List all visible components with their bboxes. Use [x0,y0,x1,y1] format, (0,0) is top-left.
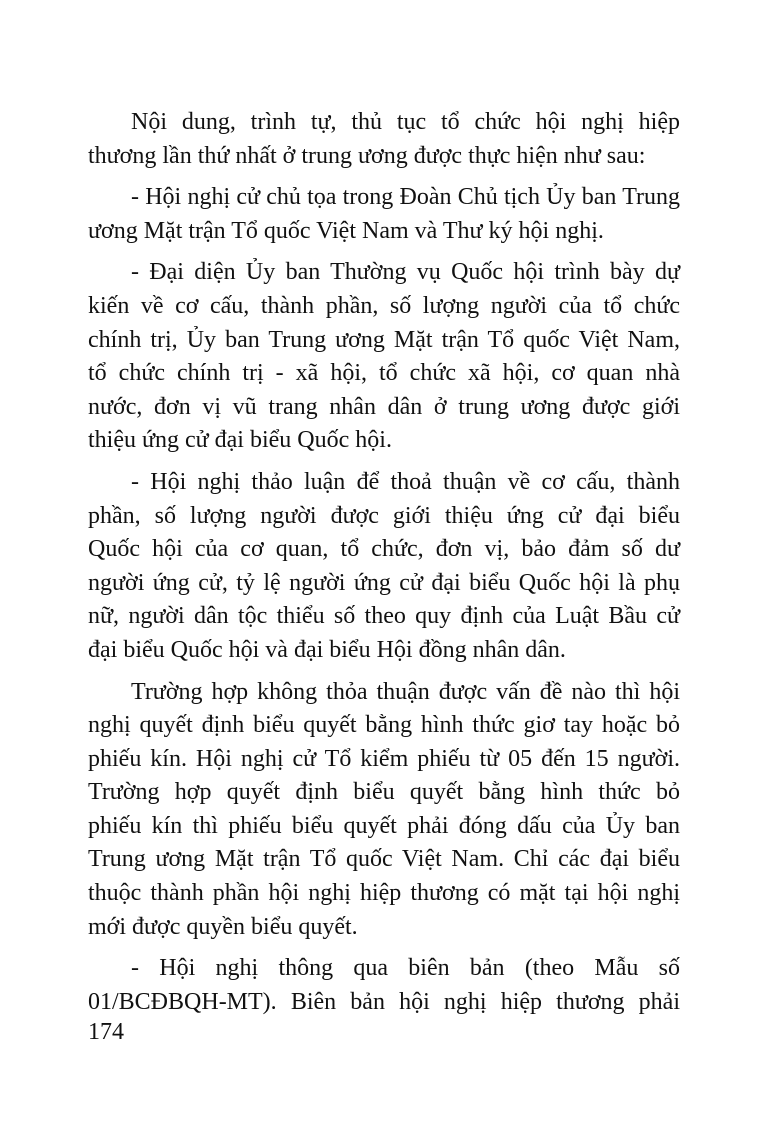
text-line: tổ chức chính trị - xã hội, tổ chức xã hội, cơ quan nhà [88,360,680,387]
text-line: - Hội nghị thông qua biên bản (theo Mẫu số [131,955,680,982]
text-line: phần, số lượng người được giới thiệu ứng cử đại biểu [88,502,680,529]
paragraph [88,466,680,668]
text-line: chính trị, Ủy ban Trung ương Mặt trận Tổ quốc Việt Nam, [88,326,680,353]
text-line: thương lần thứ nhất ở trung ương được thực hiện như sau: [88,142,646,169]
text-line: phiếu kín thì phiếu biểu quyết phải đóng dấu của Ủy ban [88,812,680,839]
text-line: 01/BCĐBQH-MT). Biên bản hội nghị hiệp thương phải [88,988,680,1015]
paragraph [88,181,680,248]
text-line: thuộc thành phần hội nghị hiệp thương có mặt tại hội nghị [88,880,680,907]
paragraph [88,256,680,458]
text-line: Quốc hội của cơ quan, tổ chức, đơn vị, bảo đảm số dư [88,536,680,563]
page-body-text [88,106,680,1027]
text-line: - Hội nghị cử chủ tọa trong Đoàn Chủ tịch Ủy ban Trung [131,184,680,211]
text-line: phiếu kín. Hội nghị cử Tổ kiểm phiếu từ 05 đến 15 người. [88,745,680,772]
paragraph [88,952,680,1019]
text-line: Trung ương Mặt trận Tổ quốc Việt Nam. Chỉ các đại biểu [88,846,680,873]
page-number: 174 [88,1019,124,1045]
text-line: - Đại diện Ủy ban Thường vụ Quốc hội trình bày dự [131,259,680,286]
text-line: Trường hợp quyết định biểu quyết bằng hình thức bỏ [88,779,680,806]
text-line: Nội dung, trình tự, thủ tục tổ chức hội nghị hiệp [131,109,680,135]
text-line: thiệu ứng cử đại biểu Quốc hội. [88,427,392,454]
text-line: mới được quyền biểu quyết. [88,913,358,940]
text-line: nước, đơn vị vũ trang nhân dân ở trung ương được giới [88,393,680,420]
text-line: ương Mặt trận Tổ quốc Việt Nam và Thư ký hội nghị. [88,217,604,244]
paragraph [88,676,680,945]
text-line: người ứng cử, tỷ lệ người ứng cử đại biểu Quốc hội là phụ [88,569,680,596]
paragraph [88,106,680,173]
text-line: - Hội nghị thảo luận để thoả thuận về cơ cấu, thành [131,468,680,495]
text-line: kiến về cơ cấu, thành phần, số lượng người của tổ chức [88,292,680,319]
text-line: nghị quyết định biểu quyết bằng hình thức giơ tay hoặc bỏ [88,712,680,739]
text-line: Trường hợp không thỏa thuận được vấn đề nào thì hội [131,678,680,705]
text-line: nữ, người dân tộc thiểu số theo quy định của Luật Bầu cử [88,603,680,630]
text-line: đại biểu Quốc hội và đại biểu Hội đồng nhân dân. [88,636,566,663]
